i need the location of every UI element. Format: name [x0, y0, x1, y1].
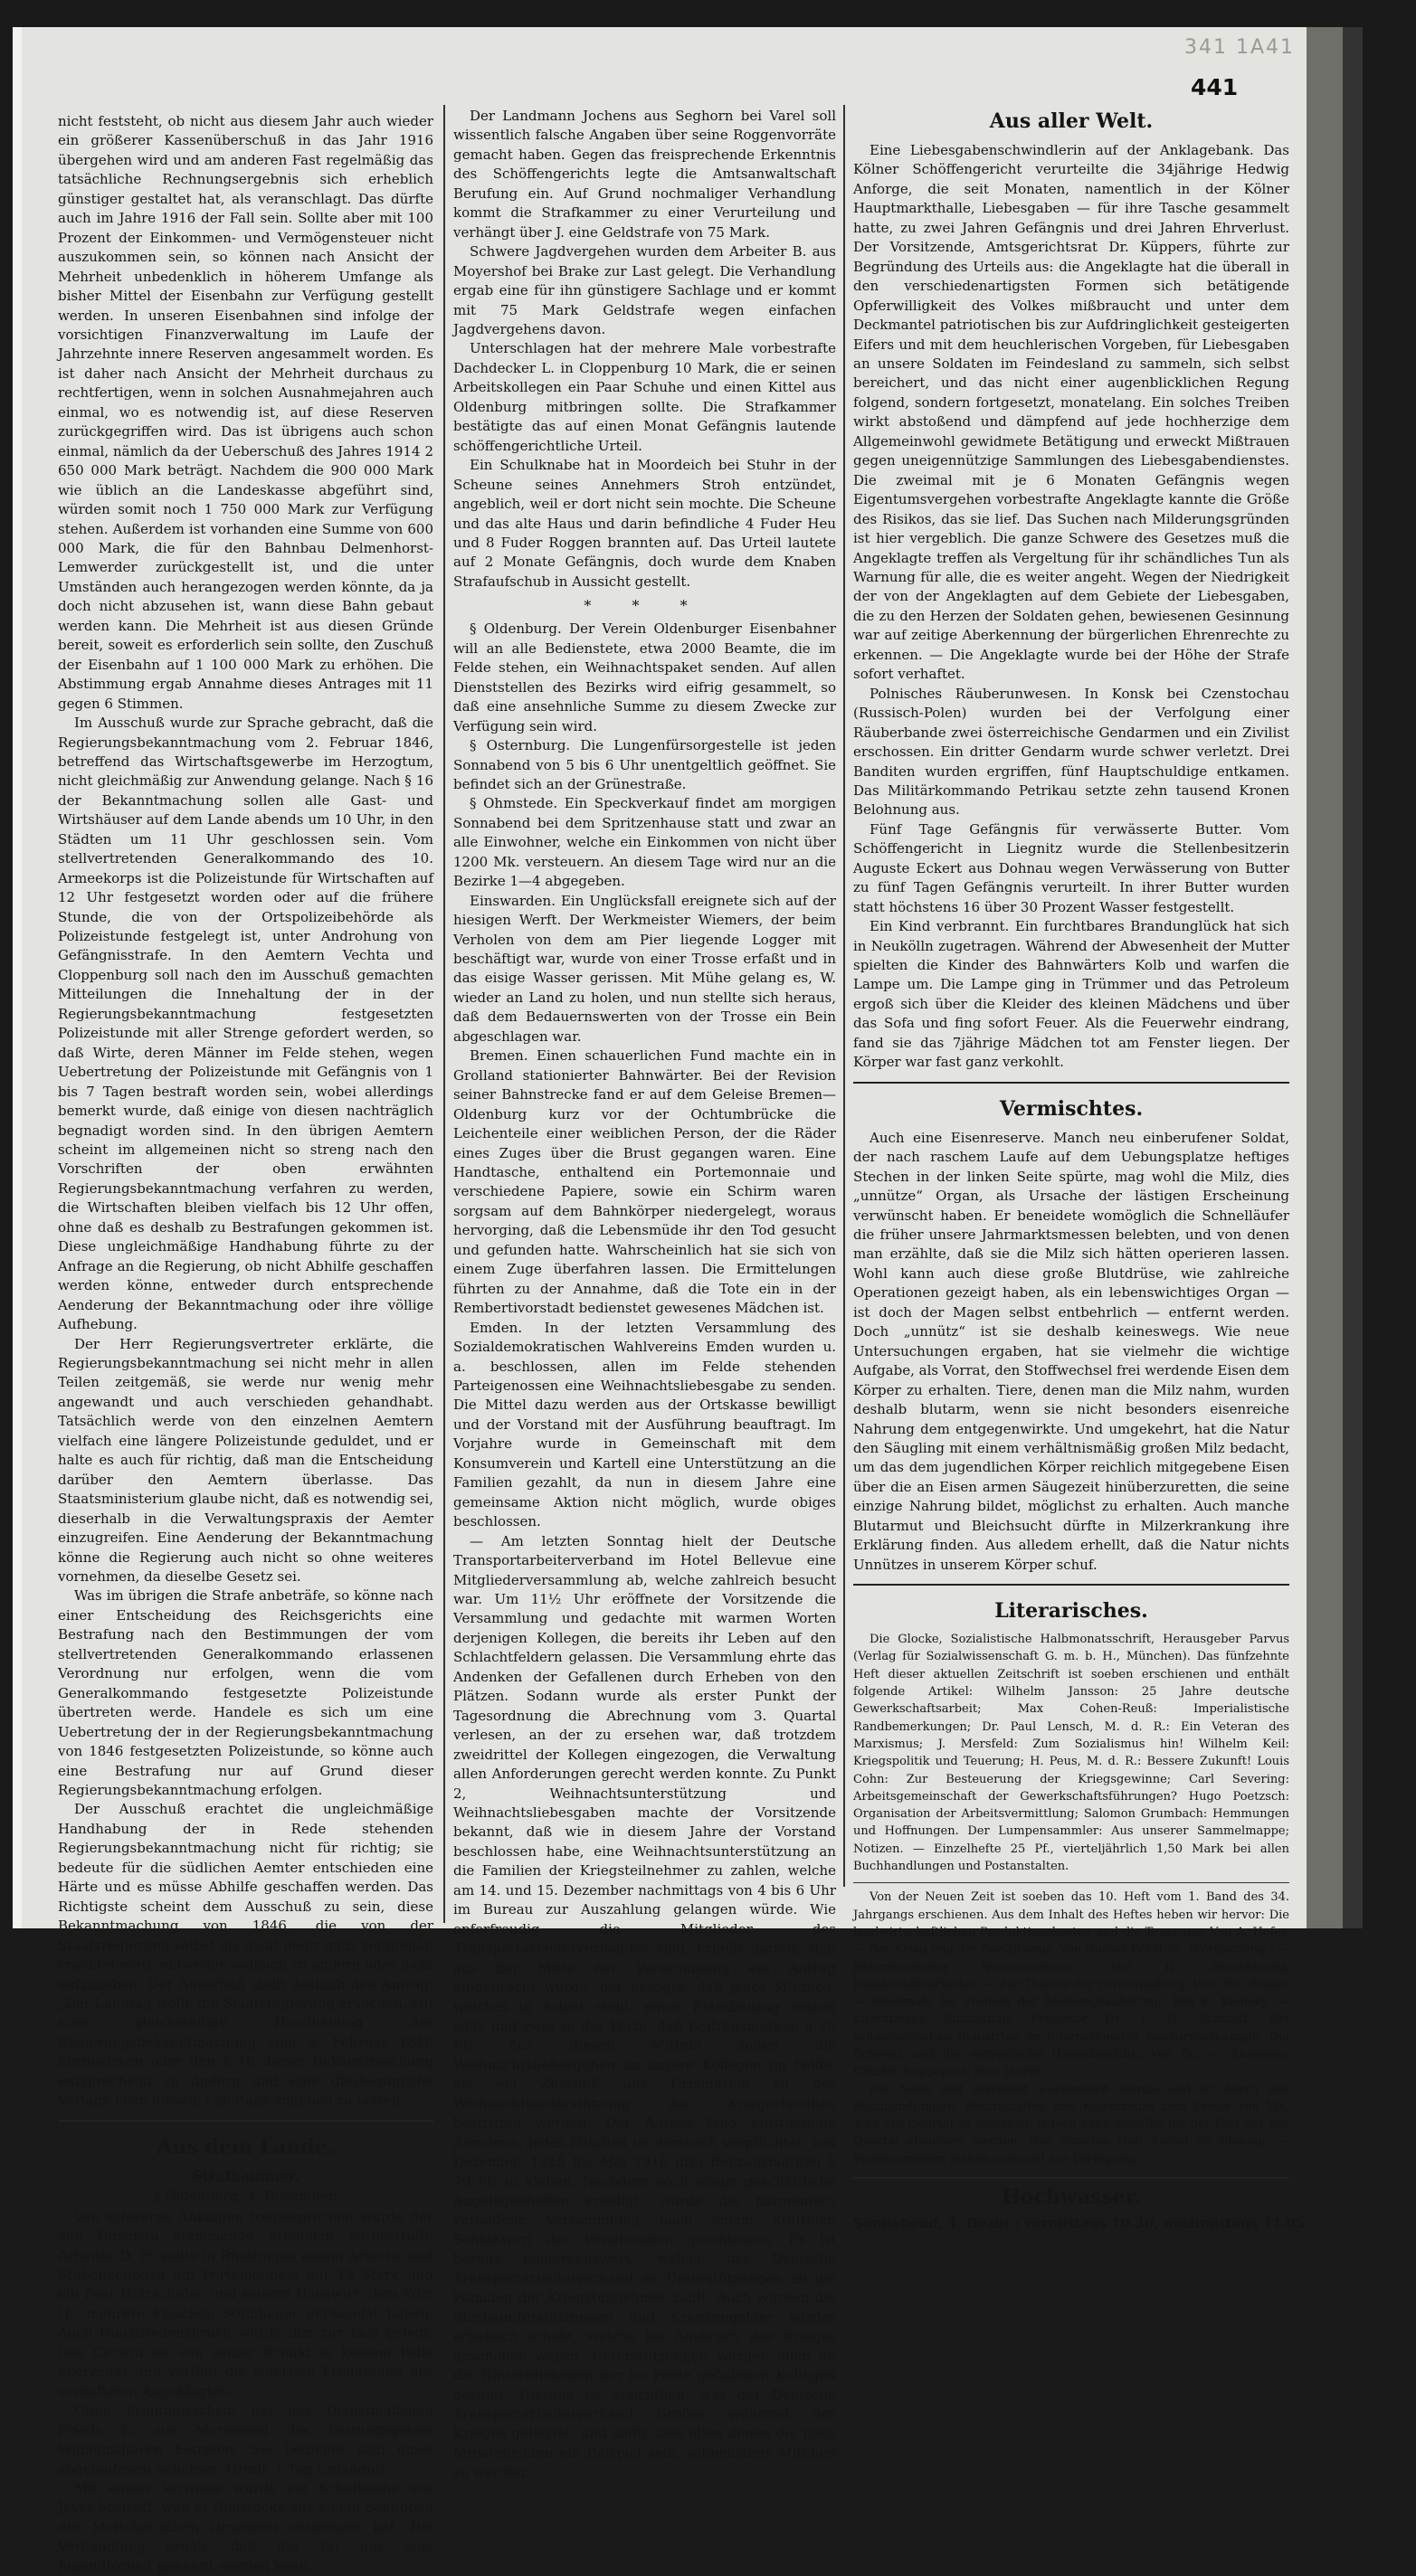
section-rule — [853, 2177, 1289, 2179]
column-1 — [58, 112, 433, 2576]
section-rule — [853, 1082, 1289, 1084]
article-paragraph: Schwere Jagdvergehen wurden dem Arbeiter B. aus Moyershof bei Brake zur Last gelegt. Die Verhandlung ergab eine für ihn günstigere Sachlage und er kommt mit 75 Mark Geldstrafe wegen einfachen Jagdvergehens davon. — [453, 243, 836, 337]
column-rule-2 — [843, 105, 845, 1887]
article-paragraph: Der Landmann Jochens aus Seghorn bei Varel soll wissentlich falsche Angaben über seine Roggenvorräte gemacht haben. Gegen das freisprechende Erkenntnis des Schöffengerichts legte die Amtsanwaltschaft Berufung ein. Auf Grund nochmaliger Verhandlung kommt die Strafkammer zu einer Verurteilung und verhängt über J. eine Geldstrafe von 75 Mark. — [453, 108, 836, 241]
article-paragraph: § Oldenburg. Der Verein Oldenburger Eisenbahner will an alle Bedienstete, etwa 2000 Beamte, die im Felde stehen, ein Weihnachtspaket senden. Auf allen Dienststellen des Bezirks wird eifrig gesammelt, so daß eine ansehnliche Summe zu diesem Zwecke zur Verfügung sein wird. — [453, 620, 836, 734]
literature-block — [853, 1631, 1289, 2168]
article-paragraph: Fünf Tage Gefängnis für verwässerte Butter. Vom Schöffengericht in Liegnitz wurde die Stellenbesitzerin Auguste Eckert aus Dohnau wegen Verwässerung von Butter zu fünf Tagen Gefängnis verurteilt. In ihrer Butter wurden statt höchstens 16 über 30 Prozent Wasser festgestellt. — [853, 820, 1289, 915]
article-paragraph: Eine Liebesgabenschwindlerin auf der Anklagebank. Das Kölner Schöffengericht verurteilte die 34jährige Hedwig Anforge, die seit Monaten, namentlich in der Kölner Hauptmarkthalle, Liebesgaben — für ihre Tasche gesammelt hatte, zu zwei Jahren Gefängnis und drei Jahren Ehrverlust. Der Vorsitzende, Amtsgerichtsrat Dr. Küppers, führte zur Begründung des Urteils aus: die Angeklagte hat die überall in den verschiedenartigsten Formen sich betätigende Opferwilligkeit des Volkes mißbraucht und unter dem Deckmantel patriotischen bis zur Aufdringlichkeit gesteigerten Eifers und mit dem heuchlerischen Vorgeben, für Liebesgaben an unsere Soldaten im Feindesland zu sammeln, sich selbst bereichert, und das nicht einer augenblicklichen Regung folgend, sondern fortgesetzt, monatelang. Ein solches Treiben wirkt abstoßend und dämpfend auf jede hochherzige dem Allgemeinwohl gewidmete Betätigung und erweckt Mißtrauen gegen uneigennützige Sammlungen des Liebesgabendienstes. Die zweimal mit je 6 Monaten Gefängnis wegen Eigentumsvergehen vorbestrafte Angeklagte kannte die Größe des Risikos, das sie lief. Das Suchen nach Milderungsgründen ist hier vergeblich. Die ganze Schwere des Gesetzes muß die Angeklagte treffen als Vergeltung für ihr schändliches Tun als Warnung für alle, die es weiter angeht. Wegen der Niedrigkeit der von der Angeklagten auf dem Gebiete der Liebesgaben, die zu den Herzen der Soldaten gehen, bewiesenen Gesinnung war auf zeitige Aberkennung der bürgerlichen Ehrenrechte zu erkennen. — Die Angeklagte wurde bei der Höhe der Strafe sofort verhaftet. — [853, 142, 1289, 683]
article-paragraph: Polnisches Räuberunwesen. In Konsk bei Czenstochau (Russisch-Polen) wurden bei der Verfolgung einer Räuberbande zwei österreichische Gendarmen und ein Zivilist erschossen. Ein dritter Gendarm wurde schwer verletzt. Drei Banditen wurden ergriffen, fünf Hauptschuldige entkamen. Das Militärkommando Petrikau setzte zehn tausend Kronen Belohnung aus. — [853, 685, 1289, 819]
article-paragraph: nicht feststeht, ob nicht aus diesem Jahr auch wieder ein größerer Kassenüberschuß in das Jahr 1916 übergehen wird und am anderen Fast regelmäßig das tatsächliche Rechnungsergebnis sich erheblich günstiger gestaltet hat, als veranschlagt. Das dürfte auch im Jahre 1916 der Fall sein. Sollte aber mit 100 Prozent der Einkommen- und Vermögensteuer nicht auszukommen sein, so können nach Ansicht der Mehrheit unbedenklich in höherem Umfange als bisher Mittel der Eisenbahn zur Verfügung gestellt werden. In unseren Eisenbahnen sind infolge der vorsichtigen Finanzverwaltung im Laufe der Jahrzehnte innere Reserven angesammelt worden. Es ist daher nach Ansicht der Mehrheit durchaus zu rechtfertigen, wenn in solchen Ausnahmejahren auch einmal, wo es notwendig ist, auf diese Reserven zurückgegriffen wird. Das ist übrigens auch schon einmal, nämlich da der Ueberschuß des Jahres 1914 2 650 000 Mark beträgt. Nachdem die 900 000 Mark wie üblich an die Landeskasse abgeführt sind, würden somit noch 1 750 000 Mark zur Verfügung stehen. Außerdem ist vorhanden eine Summe von 600 000 Mark, die für den Bahnbau Delmenhorst-Lemwerder zurückgestellt ist, und die unter Umständen auch herangezogen werden könnte, da ja doch nicht abzusehen ist, wann diese Bahn gebaut werden kann. Die Mehrheit ist aus diesen Gründe bereit, soweit es erforderlich sein sollte, den Zuschuß der Eisenbahn auf 1 100 000 Mark zu erhöhen. Die Abstimmung ergab Annahme dieses Antrages mit 11 gegen 6 Stimmen. — [58, 113, 433, 712]
article-paragraph: — Am letzten Sonntag hielt der Deutsche Transportarbeiterverband im Hotel Bellevue eine Mitgliederversammlung ab, welche zahlreich besucht war. Um 11½ Uhr eröffnete der Vorsitzende die Versammlung und gedachte mit warmen Worten derjenigen Kollegen, die bereits ihr Leben auf den Schlachtfeldern gelassen. Die Versammlung ehrte das Andenken der Gefallenen durch Erheben von den Plätzen. Sodann wurde als erster Punkt der Tagesordnung die Abrechnung vom 3. Quartal verlesen, an der zu ersehen war, daß trotzdem zweidrittel der Kollegen eingezogen, die Verwaltung allen Anforderungen gerecht werden konnte. Zu Punkt 2, Weihnachtsunterstützung und Weihnachtsliebesgaben machte der Vorsitzende bekannt, daß wie in diesem Jahre der Vorstand beschlossen habe, eine Weihnachtsunterstützung an die Familien der Kriegsteilnehmer zu zahlen, welche am 14. und 15. Dezember nachmittags von 4 bis 6 Uhr im Bureau zur Auszahlung gelangen würde. Wie opferfreudig die Mitglieder des Transportarbeiterverbandes sind, erhellt daraus, daß aus der Mitte der Versammlung ein Antrag eingebracht wurde, der besagte, daß jedes Mitglied, welches in Arbeit steht, einen Extrabeitrag leisten solle und zwar in der Form, daß Beitragsmarken à 70 Pf. Aus diesen Mitteln sollen die Weihnachtsliebesgaben an unsere Kollegen im Felde, als ein Zuschuß aus Ortsmitteln zu der Weihnachtsunterstützung der Kriegerfamilien bestritten werden. Der Antrag fand einstimmige Annahme. Jedes Mitglied ist demnach verpflichtet, von Dezember 1915 bis Mai 1916 drei Beitragsmarken à 70 Pf. zu kleben. Nachdem noch einige geschäftliche Angelegenheiten erledigt, wurde die harmonisch verlaufene Versammlung nach einem kräftigen Schlußwort des Vorsitzenden geschlossen. Es ist bereits bemerkenswert, welche der Deutsche Transportarbeiterverband an Unterstützungen an die Familien der Kriegsteilnehmer zahlt. Auch wurden die Sterbeunterstützungen und Krankengelder wieder erheblich erhöht, welche bis Ausbruch des Krieges geschoben waren. Unterstützungen wurden auch an die Hinterbliebenen der im Felde gefallenen Kollegen gezahlt. Hieraus ist ersichtlich, was der Deutsche Transportarbeiterverband Großes während des Krieges geleistet, und sollte dies allen denen die noch fernstehenden ein Beispiel sein, schnellstens Mitglied zu werden. — [453, 1532, 836, 2481]
article-paragraph: Die Glocke, Sozialistische Halbmonatsschrift, Herausgeber Parvus (Verlag für Sozialwissenschaft G. m. b. H., München). Das fünfzehnte Heft dieser aktuellen Zeitschrift ist soeben erschienen und enthält folgende Artikel: Wilhelm Jansson: 25 Jahre deutsche Gewerkschaftsarbeit; Max Cohen-Reuß: Imperialistische Randbemerkungen; Dr. Paul Lensch, M. d. R.: Ein Veteran des Marxismus; J. Mersfeld: Zum Sozialismus hin! Wilhelm Keil: Kriegspolitik und Teuerung; H. Peus, M. d. R.: Bessere Zukunft! Louis Cohn: Zur Besteuerung der Kriegsgewinne; Carl Severing: Arbeitsgemeinschaft der Gewerkschaftsführungen? Hugo Poetzsch: Organisation der Arbeitsvermittlung; Salomon Grumbach: Hemmungen und Hoffnungen. Der Lumpensammler: Aus unserer Sammelmappe; Notizen. — Einzelhefte 25 Pf., vierteljährlich 1,50 Mark bei allen Buchhandlungen und Postanstalten. — [853, 1633, 1289, 1874]
high-water-times: Sonnabend, 4. Dezbr.: vormittags 10.30, nachmittags 11.05 — [853, 2215, 1306, 2232]
section-heading-vermischtes: Vermischtes. — [999, 1096, 1144, 1121]
article-paragraph: Mit einem Verweise wurde ein Schulknabe aus Jever bestraft, weil er Bleistücke aus einem Schuppen der Mettcker'schen Druckerei entwendet hat. Die Verhandlung ergab, daß die Tat nur eine Jugendtorheit genannt werden kann. — [58, 2480, 433, 2574]
article-paragraph: Im Ausschuß wurde zur Sprache gebracht, daß die Regierungsbekanntmachung vom 2. Februar 1846, betreffend das Wirtschaftsgewerbe im Herzogtum, nicht gleichmäßig zur Anwendung gelange. Nach § 16 der Bekanntmachung sollen alle Gast- und Wirtshäuser auf dem Lande abends um 10 Uhr, in den Städten um 11 Uhr geschlossen sein. Vom stellvertretenden Generalkommando des 10. Armeekorps ist die Polizeistunde für Wirtschaften auf 12 Uhr festgesetzt worden oder auf die frühere Stunde, die von der Ortspolizeibehörde als Polizeistunde festgelegt ist, unter Androhung von Gefängnisstrafe. In den Aemtern Vechta und Cloppenburg soll nach den im Ausschuß gemachten Mitteilungen die Innehaltung der in der Regierungsbekanntmachung festgesetzten Polizeistunde mit aller Strenge gefordert werden, so daß Wirte, deren Männer im Felde stehen, wegen Uebertretung der Polizeistunde mit Gefängnis von 1 bis 7 Tagen bestraft worden sein, wobei allerdings bemerkt wurde, daß einige von diesen nachträglich begnadigt worden sind. In den übrigen Aemtern scheint im allgemeinen nicht so streng nach den Vorschriften der oben erwähnten Regierungsbekanntmachung verfahren zu werden, die Wirtschaften bleiben vielfach bis 12 Uhr offen, ohne daß es deshalb zu Bestrafungen gekommen ist. Diese ungleichmäßige Handhabung führte zu der Anfrage an die Regierung, ob nicht Abhilfe geschaffen werden könne, entweder durch entsprechende Aenderung der Bekanntmachung oder ihre völlige Aufhebung. — [58, 715, 433, 1333]
article-paragraph: Emden. In der letzten Versammlung des Sozialdemokratischen Wahlvereins Emden wurden u. a. beschlossen, allen im Felde stehenden Parteigenossen eine Weihnachtsliebesgabe zu senden. Die Mittel dazu werden aus der Ortskasse bewilligt und der Vorstand mit der Ausführung beauftragt. Im Vorjahre wurde in Gemeinschaft mit dem Konsumverein und Kartell eine Unterstützung an die Familien gezahlt, da nun in diesem Jahre eine gemeinsame Aktion nicht möglich, wurde obiges beschlossen. — [453, 1319, 836, 1530]
article-paragraph: Der Herr Regierungsvertreter erklärte, die Regierungsbekanntmachung sei nicht mehr in allen Teilen zeitgemäß, sie werde nur wenig mehr angewandt und auch verschieden gehandhabt. Tatsächlich werde von den einzelnen Aemtern vielfach eine längere Polizeistunde geduldet, und er halte es auch für richtig, daß man die Entscheidung darüber den Aemtern überlasse. Das Staatsministerium glaube nicht, daß es notwendig sei, dieserhalb in die Verwaltungspraxis der Aemter einzugreifen. Eine Aenderung der Bekanntmachung könne die Regierung auch nicht so ohne weiteres vornehmen, da dieselbe Gesetz sei. — [58, 1335, 433, 1585]
article-paragraph: Unterschlagen hat der mehrere Male vorbestrafte Dachdecker L. in Cloppenburg 10 Mark, die er seinen Arbeitskollegen ein Paar Schuhe und einen Kittel aus Oldenburg mitbringen sollte. Die Strafkammer bestätigte das auf einen Monat Gefängnis lautende schöffengerichtliche Urteil. — [453, 340, 836, 454]
article-paragraph: Was im übrigen die Strafe anbeträfe, so könne nach einer Entscheidung des Reichsgerichts eine Bestrafung nach den Bestimmungen der vom stellvertretenden Generalkommando erlassenen Verordnung nur erfolgen, wenn die vom Generalkommando festgesetzte Polizeistunde übertreten werde. Handele es sich um eine Uebertretung der in der Regierungsbekanntmachung von 1846 festgesetzten Polizeistunde, so könne auch eine Bestrafung nur auf Grund dieser Regierungsbekanntmachung erfolgen. — [58, 1587, 433, 1798]
section-rule — [853, 1584, 1289, 1586]
newspaper-page — [13, 27, 1307, 2574]
article-paragraph: Auch eine Eisenreserve. Manch neu einberufener Soldat, der nach raschem Laufe auf dem Uebungsplatze heftiges Stechen in der linken Seite spürte, mag wohl die Milz, dies „unnütze“ Organ, als Ursache der lästigen Erscheinung verwünscht haben. Er beneidete womöglich die Schnelläufer die früher unsere Jahrmarktsmessen belebten, und von denen man erzählte, daß sie die Milz sich hätten operieren lassen. Wohl kann auch diese große Blutdrüse, wie zahlreiche Operationen gezeigt haben, als ein lebenswichtiges Organ — ist doch der Magen selbst entbehrlich — entfernt werden. Doch „unnütz“ ist sie deshalb keineswegs. Wie neue Untersuchungen ergaben, hat sie vielmehr die wichtige Aufgabe, als Vorrat, den Stoffwechsel frei werdende Eisen dem Körper zu erhalten. Tiere, denen man die Milz nahm, wurden deshalb blutarm, wenn sie nicht besonders eisenreiche Nahrung dem entgegenwirkte. Und umgekehrt, hat die Natur den Säugling mit einem verhältnismäßig großen Milz bedacht, um das dem jugendlichen Körper reichlich mitgegebene Eisen über die an Eisen armen Säugezeit hinüberzuretten, die seine einzige Nahrung bildet, möglichst zu erhalten. Auch manche Blutarmut und Bleichsucht dürfte in Milzerkrankung ihre Erklärung finden. Aus alledem erhellt, daß die Natur nichts Unnützes in unserem Körper schuf. — [853, 1129, 1289, 1573]
article-paragraph: Einswarden. Ein Unglücksfall ereignete sich auf der hiesigen Werft. Der Werkmeister Wiemers, der beim Verholen von dem am Pier liegende Logger mit beschäftigt war, wurde von einer Trosse erfaßt und in das eisige Wasser gerissen. Mit Mühe gelang es, W. wieder an Land zu holen, und nun stellte sich heraus, daß dem Bedauernswerten von der Trosse ein Bein abgeschlagen war. — [453, 892, 836, 1045]
section-rule — [58, 2120, 433, 2122]
section-heading-aus-aller-welt: Aus aller Welt. — [989, 109, 1154, 133]
page-number: 441 — [1191, 74, 1239, 100]
article-paragraph: Von der Neuen Zeit ist soeben das 10. Heft vom 1. Band des 34. Jahrgangs erschienen. Aus dem Inhalt des Heftes heben wir hervor: Die landwirtschaftlichen Produktionskosten und die Teuerung. Von A. Hofer. — Der Krieg und der Sozialismus. Von Gustav Eckstein. (Fortsetzung.) — Reformistischer Neusozialismus. Von H. Beyschwang, Handelshilfsarbeiter. — Zur Theorie der Parteispaltung. Von Otto Braun. — Nochmals die Freiheit der Meinungsäußerung. Von K. Kautsky. — Literarische Rundschau: Professor Dr. P. H. Schmidt, Die schweizerischen Industrien im internationalen Konkurrenzkampfe. Die Schweiz und die europäische Handelspolitik. Von Sp. — Anzeigen: Charles Rappoport, Jean Jaurès. — [853, 1890, 1289, 2079]
article-paragraph: Ein Kind verbrannt. Ein furchtbares Brandunglück hat sich in Neukölln zugetragen. Während der Abwesenheit der Mutter spielten die Kinder des Bahnwärters Kolb und warfen die Lampe um. Die Lampe ging in Trümmer und das Petroleum ergoß sich über die Kleider des kleinen Mädchens und über das Sofa und fing sofort Feuer. Als die Feuerwehr eindrang, fand sie das 7jährige Mädchen tot am Fenster liegen. Der Körper war fast ganz verkohlt. — [853, 918, 1289, 1071]
article-paragraph: Bremen. Einen schauerlichen Fund machte ein in Grolland stationierter Bahnwärter. Bei der Revision seiner Bahnstrecke fand er auf dem Geleise Bremen—Oldenburg kurz vor der Ochtumbrücke die Leichenteile einer weiblichen Person, der die Räder eines Zuges über die Brust gegangen waren. Eine Handtasche, enthaltend ein Portemonnaie und verschiedene Papiere, sowie ein Schirm waren sorgsam auf dem Bahnkörper niedergelegt, woraus hervorging, daß die Lebensmüde ihr den Tod gesucht und gefunden hatte. Wahrscheinlich hat sie sich von einem Zuge überfahren lassen. Die Ermittelungen führten zu der Annahme, daß die Tote ein in der Rembertivorstadt bedienstet gewesenes Mädchen ist. — [453, 1047, 836, 1317]
column-2 — [453, 107, 836, 2483]
article-paragraph: Von schweren Anklagen freigesprochen wurde der aus Dirschau stammende erheblich vorbestrafte Arbeiter D. Er sollte in Rüstringen einem Arbeits- und Stubenkollegen ein Portemonnaie mit 15 Mark und ein Paar Holzschuhe, und seinem Hauswirt, dem Wirt H., mehrere Flaschen Steinhäger entwendet haben. Auch Hausfriedensbruch wurde ihm zur Last gelegt. Das Gericht ist von seiner Schuld in keinem Falle überzeugt und verfügt die sofortige Freilassung des verhafteten Angeklagten. — [58, 2208, 433, 2400]
page-edge-dark — [1343, 27, 1363, 1928]
article-paragraph: § Osternburg. Die Lungenfürsorgestelle ist jeden Sonnabend von 5 bis 6 Uhr unentgeltlich geöffnet. Sie befindet sich an der Grünestraße. — [453, 737, 836, 792]
subheading-strafkammer: Strafkammer. — [192, 2166, 299, 2184]
section-heading-literarisches: Literarisches. — [994, 1599, 1148, 1624]
section-heading-aus-dem-lande: Aus dem Lande. — [157, 2135, 335, 2159]
article-paragraph: Der Ausschuß erachtet die ungleichmäßige Handhabung der in Rede stehenden Regierungsbekanntmachung nicht für richtig; sie bedeute für die südlichen Aemter entschieden eine Härte und es müsse Abhilfe geschaffen werden. Das Richtigste scheint dem Ausschuß zu sein, diese Bekanntmachung von 1846, die von der Staatsregierung selbst als nicht mehr ganz zeitgemäß erachtet wird, entweder sogleich zu ändern oder ganz aufzuheben. Der Ausschuß stellt deshalb den Antrag: „Der Landtag wolle die Staatsregierung ersuchen, auf eine gleichmäßige Handhabung der Regierungsbekanntmachung vom 2. Februar 1846 hinzuwirken oder den § 16 dieser Bekanntmachung entsprechend zu ändern und eine diesbezügliche Vorlage noch diesem Landtage zugehen zu lassen.“ — [58, 1801, 433, 2109]
column-3 — [853, 107, 1306, 2232]
column-rule-1 — [443, 105, 445, 1923]
article-paragraph: Die Neue Zeit erscheint wöchentlich einmal und ist durch alle Buchhandlungen, Postanstalten und Kolporteure zum Preise von Mk. 3,25 pro Quartal zu beziehen; jedoch kann dieselbe bei der Post nur pro Quartal abonniert werden. Das einzelne Heft kostet 25 Pfennig. — Probenummern stehen jederzeit zur Verfügung. — [853, 2082, 1289, 2166]
article-paragraph: Ohne Erlaubnisschein hat das Dienstmädchen Frieda K. aus Mariensiel das Festungsgebiet Wilhelmshaven betreten. Sie bediente sich eines abgelaufenen Scheines. Urteil: 1 Tag Gefängnis. — [58, 2402, 433, 2477]
section-separator-stars: * * * — [584, 597, 706, 615]
article-paragraph: Ein Schulknabe hat in Moordeich bei Stuhr in der Scheune seines Annehmers Stroh entzündet, angeblich, weil er dort nicht sein mochte. Die Scheune und das alte Haus und darin befindliche 4 Fuder Heu und 8 Fuder Roggen brannten auf. Das Urteil lautete auf 2 Monate Gefängnis, doch wurde dem Knaben Strafaufschub in Aussicht gestellt. — [453, 457, 836, 590]
section-heading-hochwasser: Hochwasser. — [1001, 2185, 1142, 2210]
page-edge-shadow — [1307, 27, 1343, 1928]
section-rule-thin — [853, 1882, 1289, 1883]
dateline: § Oldenburg, 1. Dezember. — [154, 2187, 337, 2204]
pencil-annotation: 341 1A41 — [1184, 36, 1296, 59]
article-paragraph: § Ohmstede. Ein Speckverkauf findet am morgigen Sonnabend bei dem Spritzenhause statt und zwar an alle Einwohner, welche ein Einkommen von nicht über 1200 Mk. versteuern. An diesem Tage wird nur an die Bezirke 1—4 abgegeben. — [453, 795, 836, 890]
